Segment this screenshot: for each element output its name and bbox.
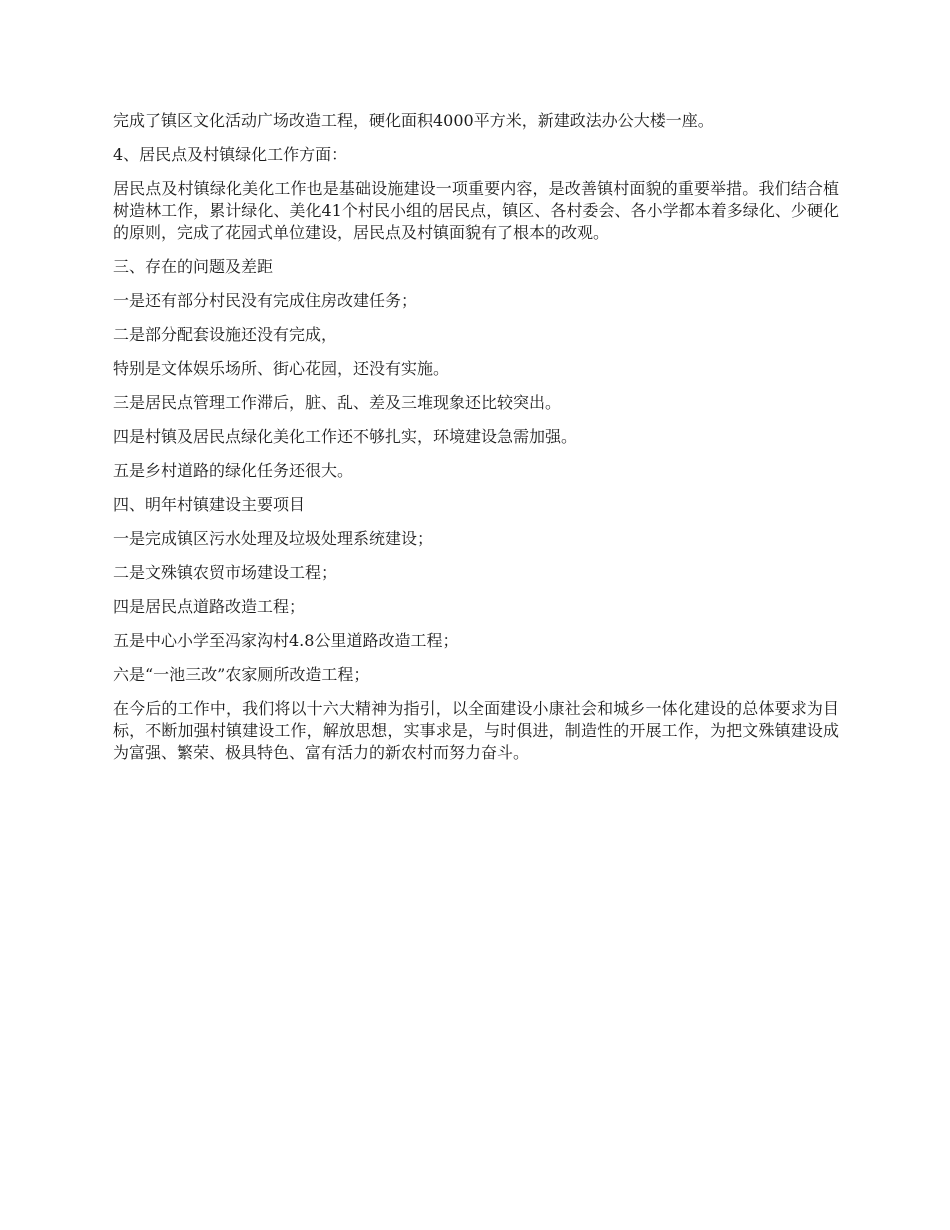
problem-item-1: 一是还有部分村民没有完成住房改建任务；	[113, 291, 418, 310]
project-item-6: 六是“一池三改”农家厕所改造工程；	[113, 665, 370, 684]
section-heading-problems: 三、存在的问题及差距	[113, 257, 274, 276]
project-item-1: 一是完成镇区污水处理及垃圾处理系统建设；	[113, 529, 434, 548]
problem-item-2: 二是部分配套设施还没有完成，	[113, 325, 338, 344]
problem-item-3: 三是居民点管理工作滞后，脏、乱、差及三堆现象还比较突出。	[113, 393, 562, 412]
problem-item-5: 五是乡村道路的绿化任务还很大。	[113, 461, 354, 480]
project-item-2: 二是文殊镇农贸市场建设工程；	[113, 563, 338, 582]
problem-item-4: 四是村镇及居民点绿化美化工作还不够扎实，环境建设急需加强。	[113, 427, 578, 446]
project-item-5: 五是中心小学至冯家沟村4.8公里道路改造工程；	[113, 631, 459, 650]
document-body	[113, 110, 839, 776]
paragraph-square-renovation: 完成了镇区文化活动广场改造工程，硬化面积4000平方米，新建政法办公大楼一座。	[113, 111, 714, 130]
project-item-4: 四是居民点道路改造工程；	[113, 597, 306, 616]
section-heading-greening: 4、居民点及村镇绿化工作方面：	[113, 145, 348, 164]
section-heading-next-year-projects: 四、明年村镇建设主要项目	[113, 495, 306, 514]
problem-item-2-detail: 特别是文体娱乐场所、街心花园，还没有实施。	[113, 359, 450, 378]
paragraph-conclusion: 在今后的工作中，我们将以十六大精神为指引，以全面建设小康社会和城乡一体化建设的总体要求为目标，不断加强村镇建设工作，解放思想，实事求是，与时俱进，制造性的开展工作，为把文殊镇建设成为富强、繁荣、极具特色、富有活力的新农村而努力奋斗。	[113, 699, 839, 762]
paragraph-greening-work: 居民点及村镇绿化美化工作也是基础设施建设一项重要内容，是改善镇村面貌的重要举措。我们结合植树造林工作，累计绿化、美化41个村民小组的居民点，镇区、各村委会、各小学都本着多绿化、少硬化的原则，完成了花园式单位建设，居民点及村镇面貌有了根本的改观。	[113, 179, 839, 242]
